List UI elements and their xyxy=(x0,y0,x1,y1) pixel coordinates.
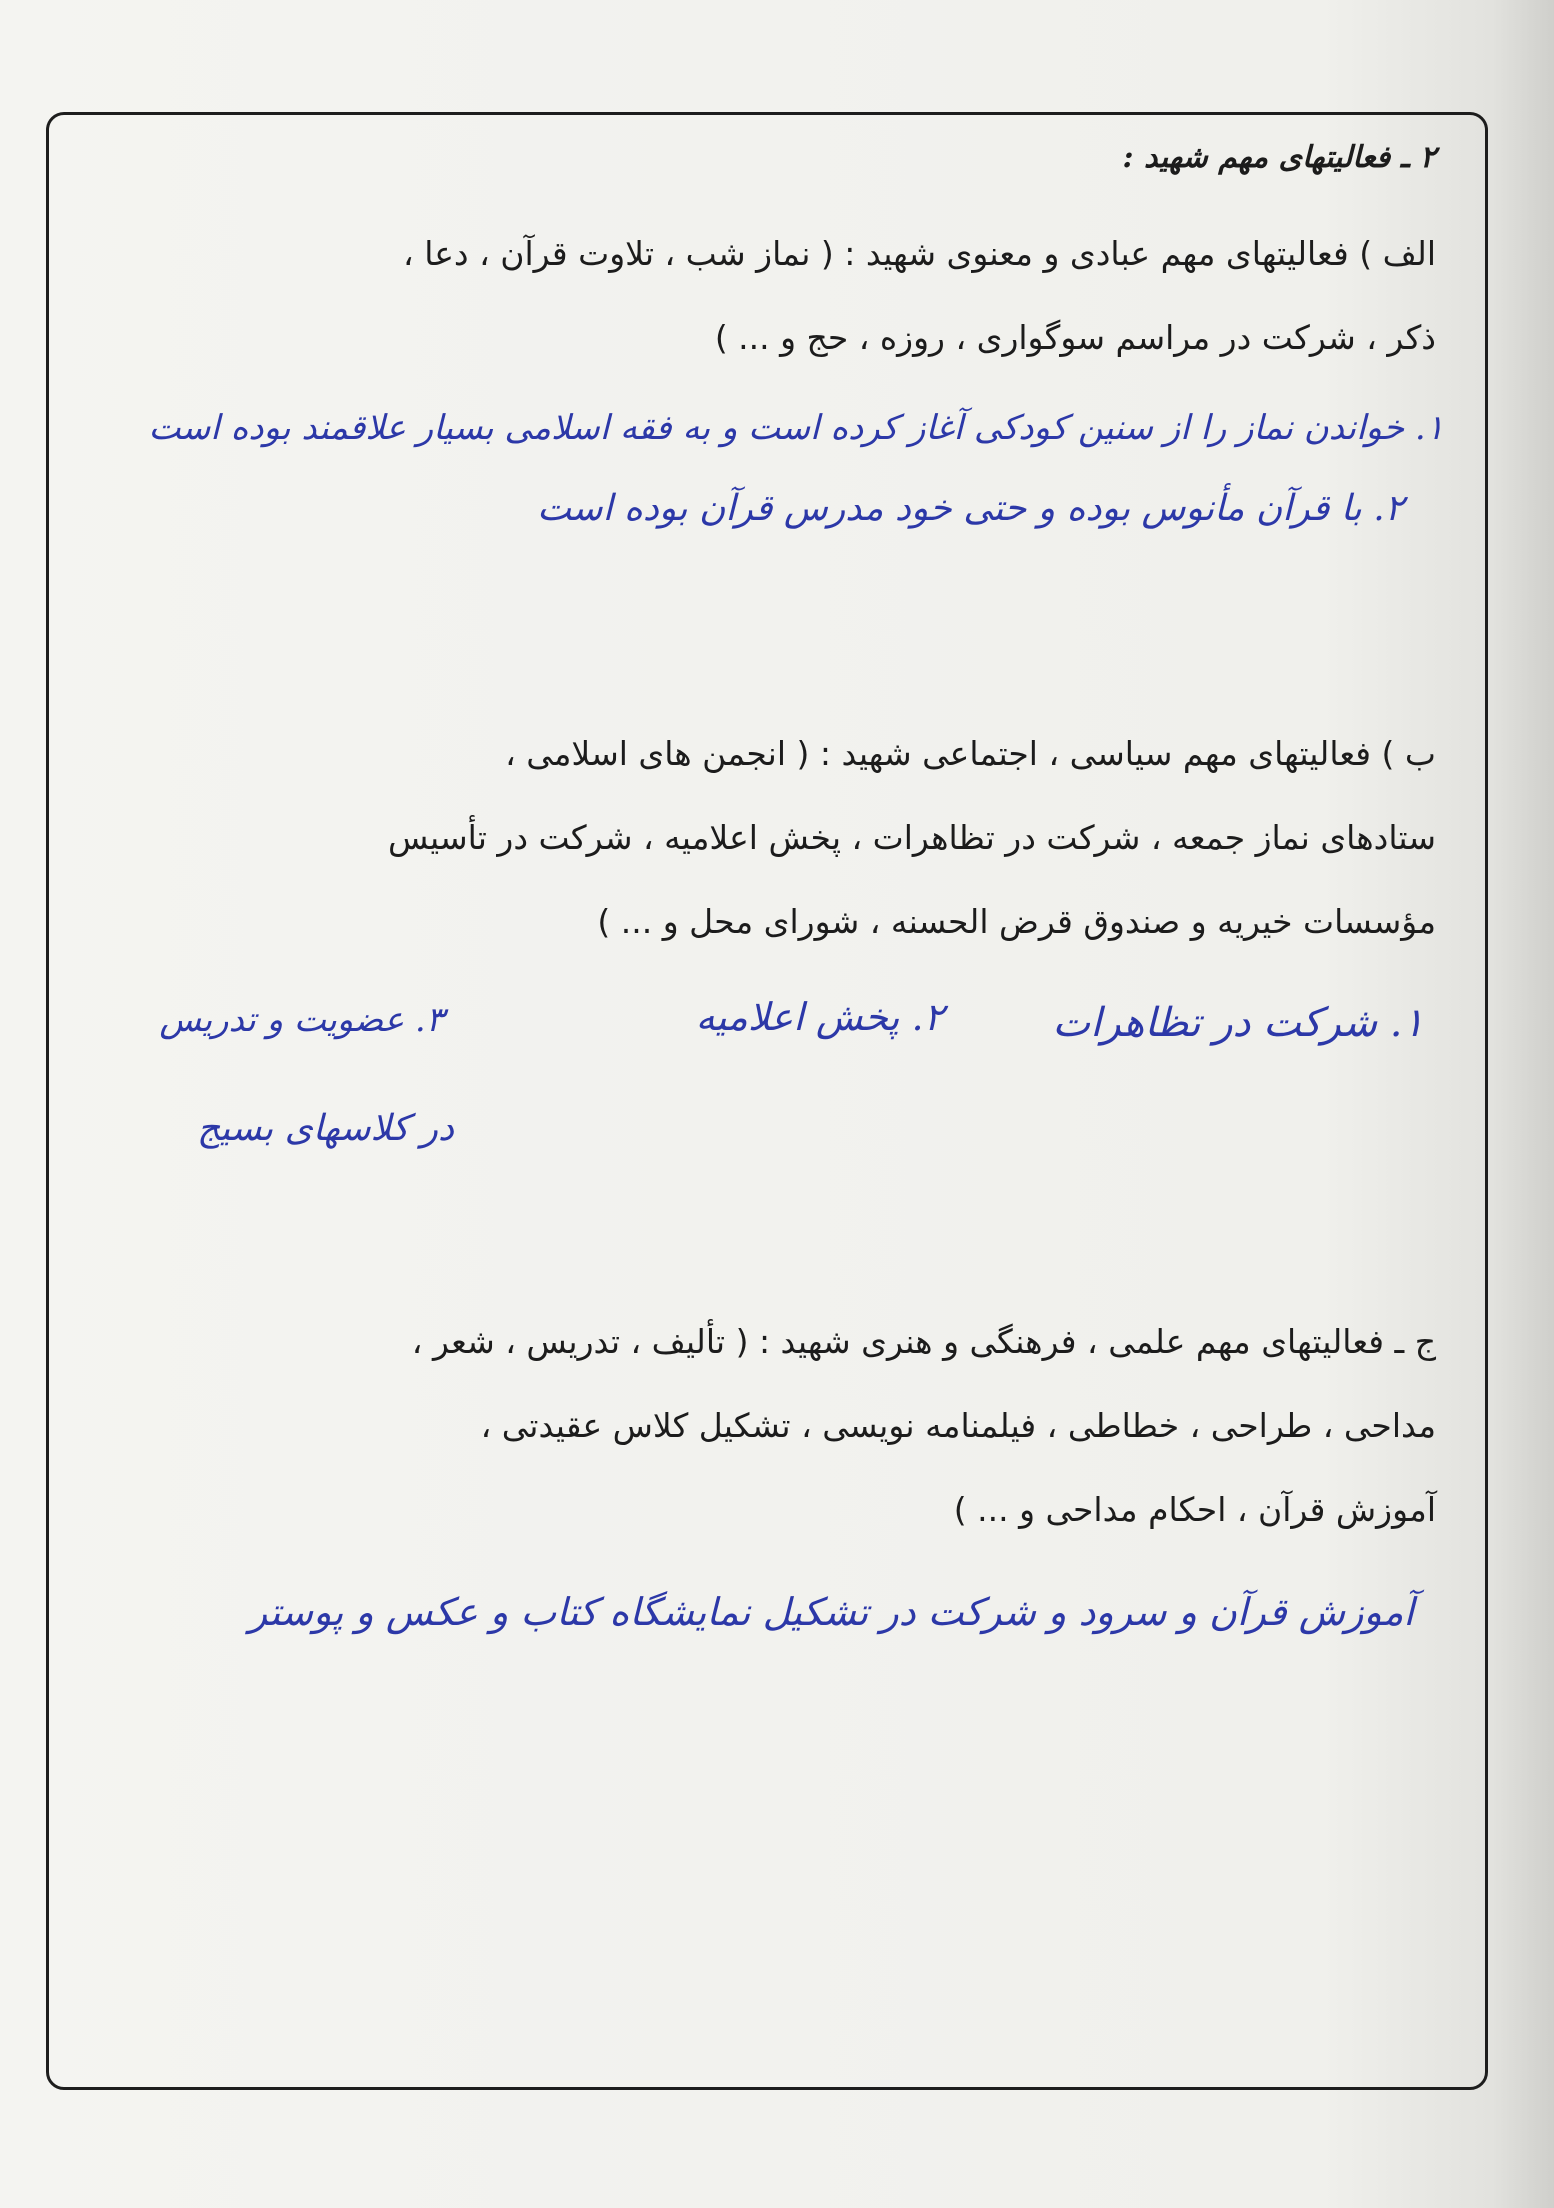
section-b-line-1: ب ) فعالیتهای مهم سیاسی ، اجتماعی شهید : ( انجمن های اسلامی ، xyxy=(505,734,1436,773)
section-c-line-2: مداحی ، طراحی ، خطاطی ، فیلمنامه نویسی ، تشکیل کلاس عقیدتی ، xyxy=(480,1406,1436,1445)
section-b-line-2: ستادهای نماز جمعه ، شرکت در تظاهرات ، پخش اعلامیه ، شرکت در تأسیس xyxy=(387,818,1436,857)
section-b-handwritten-3: ۳. عضویت و تدریس xyxy=(159,1000,444,1040)
section-a-line-2: ذکر ، شرکت در مراسم سوگواری ، روزه ، حج و ... ) xyxy=(714,318,1436,357)
section-a-line-1: الف ) فعالیتهای مهم عبادی و معنوی شهید : ( نماز شب ، تلاوت قرآن ، دعا ، xyxy=(403,234,1436,273)
section-b-text xyxy=(116,712,1436,964)
section-c-text xyxy=(116,1300,1436,1552)
section-a-text xyxy=(116,212,1436,380)
section-a-handwritten-2: ۲. با قرآن مأنوس بوده و حتی خود مدرس قرآن بوده است xyxy=(537,488,1404,529)
section-c-line-1: ج ـ فعالیتهای مهم علمی ، فرهنگی و هنری شهید : ( تألیف ، تدریس ، شعر ، xyxy=(411,1322,1436,1361)
section-b-handwritten-4: در کلاسهای بسیج xyxy=(196,1108,454,1149)
section-b-handwritten-1: ۱. شرکت در تظاهرات xyxy=(1052,1000,1424,1046)
section-c-handwritten-1: آموزش قرآن و سرود و شرکت در تشکیل نمایشگاه کتاب و عکس و پوستر xyxy=(248,1590,1414,1634)
section-heading: ۲ ـ فعالیتهای مهم شهید : xyxy=(1122,140,1436,175)
section-b-line-3: مؤسسات خیریه و صندوق قرض الحسنه ، شورای محل و ... ) xyxy=(597,902,1436,941)
section-a-handwritten-1: ۱. خواندن نماز را از سنین کودکی آغاز کرده است و به فقه اسلامی بسیار علاقمند بوده است xyxy=(148,408,1444,448)
section-c-line-3: آموزش قرآن ، احکام مداحی و ... ) xyxy=(953,1490,1436,1529)
bleed-through-text xyxy=(700,20,710,55)
section-b-handwritten-2: ۲. پخش اعلامیه xyxy=(695,995,944,1039)
